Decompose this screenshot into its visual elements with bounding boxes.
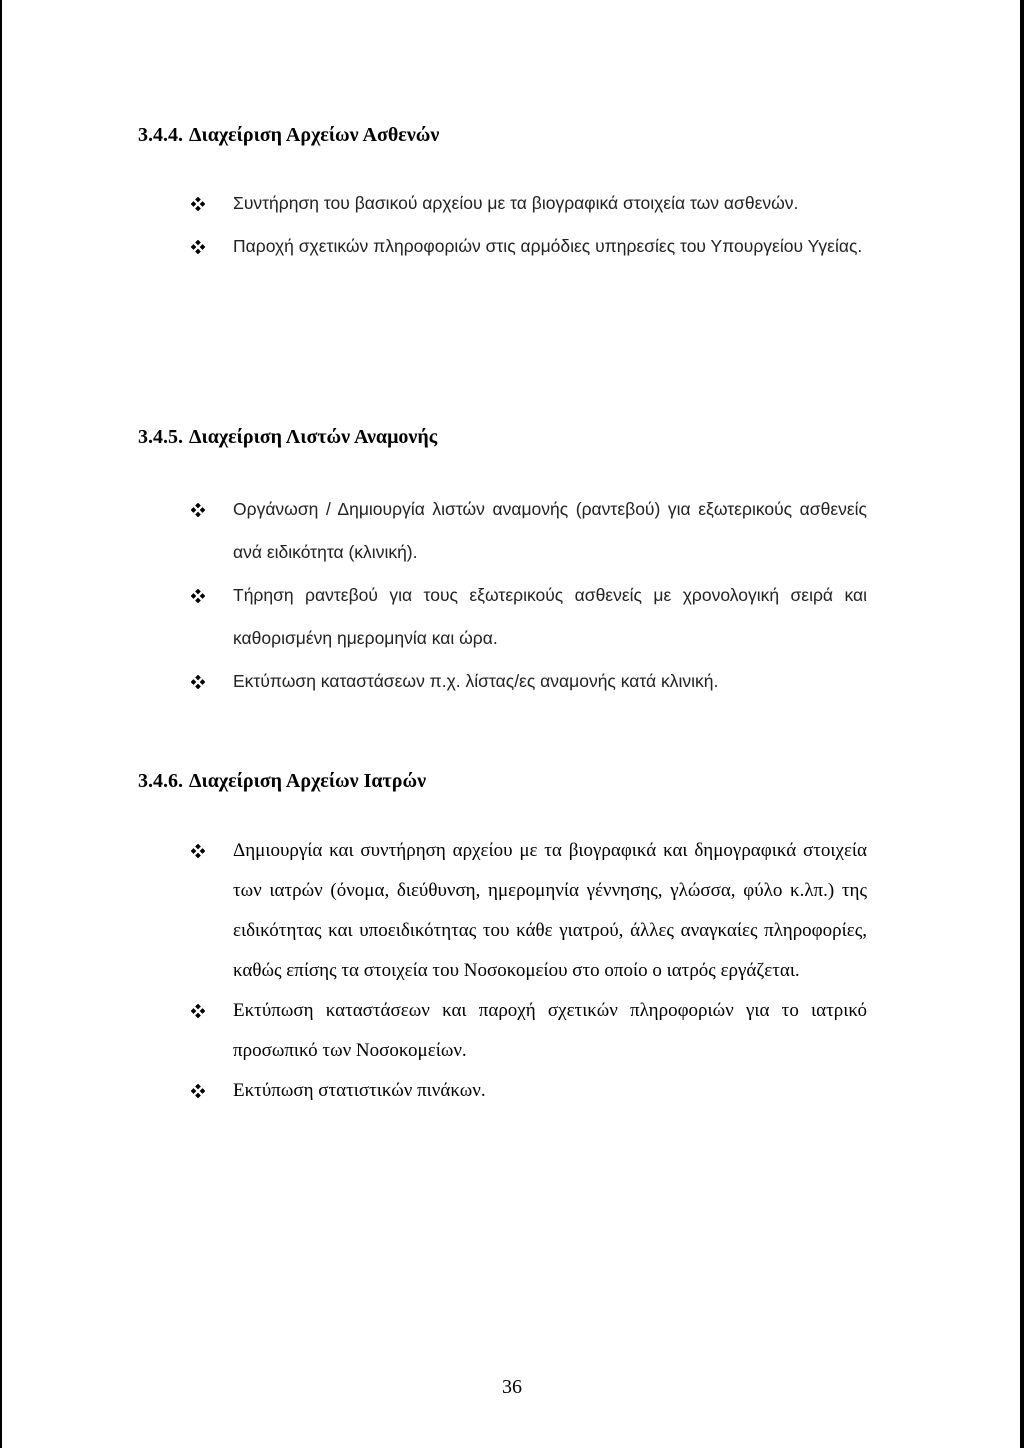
list-item: [190, 225, 867, 268]
four-diamond-star-icon: [190, 991, 210, 1031]
page-number: 36: [502, 1376, 522, 1398]
four-diamond-star-icon: [190, 831, 210, 871]
section-title: Διαχείριση Λιστών Αναμονής: [189, 426, 438, 448]
four-diamond-star-icon: [190, 488, 210, 531]
list-item-text: Συντήρηση του βασικού αρχείου με τα βιογραφικά στοιχεία των ασθενών.: [233, 193, 799, 213]
four-diamond-star-icon: [190, 574, 210, 617]
section-heading-3-4-5: [138, 424, 437, 450]
list-item: [190, 182, 867, 225]
list-item: [190, 488, 867, 574]
list-item-text: Παροχή σχετικών πληροφοριών στις αρμόδιες υπηρεσίες του Υπουργείου Υγείας.: [233, 236, 863, 256]
four-diamond-star-icon: [190, 225, 210, 268]
section-heading-3-4-6: [138, 768, 426, 794]
section-number: 3.4.6.: [138, 770, 183, 792]
list-item-text: Οργάνωση / Δημιουργία λιστών αναμονής (ραντεβού) για εξωτερικούς ασθενείς ανά ειδικότητα (κλινική).: [233, 499, 867, 562]
four-diamond-star-icon: [190, 660, 210, 703]
section-heading-3-4-4: [138, 122, 439, 148]
list-item: [190, 1071, 867, 1111]
list-item-text: Εκτύπωση καταστάσεων π.χ. λίστας/ες αναμονής κατά κλινική.: [233, 671, 719, 691]
list-item: [190, 991, 867, 1071]
scan-edge-left: [0, 0, 2, 1448]
section-list-3-4-6: [190, 831, 867, 1111]
list-item-text: Δημιουργία και συντήρηση αρχείου με τα βιογραφικά και δημογραφικά στοιχεία των ιατρών (όνομα, διεύθυνση, ημερομηνία γέννησης, γλώσσα, φύλο κ.λπ.) της ειδικότητας και υποειδικότητας του κάθε γιατρού, άλλες αναγκαίες πληροφορίες, καθώς επίσης τα στοιχεία του Νοσοκομείου στο οποίο ο ιατρός εργάζεται.: [233, 840, 867, 981]
list-item-text: Εκτύπωση καταστάσεων και παροχή σχετικών πληροφοριών για το ιατρικό προσωπικό των Νοσοκομείων.: [233, 1000, 867, 1061]
section-title: Διαχείριση Αρχείων Ιατρών: [189, 770, 427, 792]
section-list-3-4-5: [190, 488, 867, 703]
list-item: [190, 831, 867, 991]
section-number: 3.4.4.: [138, 124, 183, 146]
list-item: [190, 574, 867, 660]
section-number: 3.4.5.: [138, 426, 183, 448]
four-diamond-star-icon: [190, 182, 210, 225]
section-list-3-4-4: [190, 182, 867, 268]
list-item: [190, 660, 867, 703]
scan-edge-right: [1020, 0, 1024, 1448]
list-item-text: Τήρηση ραντεβού για τους εξωτερικούς ασθενείς με χρονολογική σειρά και καθορισμένη ημερομηνία και ώρα.: [233, 585, 867, 648]
list-item-text: Εκτύπωση στατιστικών πινάκων.: [233, 1080, 486, 1101]
section-title: Διαχείριση Αρχείων Ασθενών: [189, 124, 440, 146]
four-diamond-star-icon: [190, 1071, 210, 1111]
